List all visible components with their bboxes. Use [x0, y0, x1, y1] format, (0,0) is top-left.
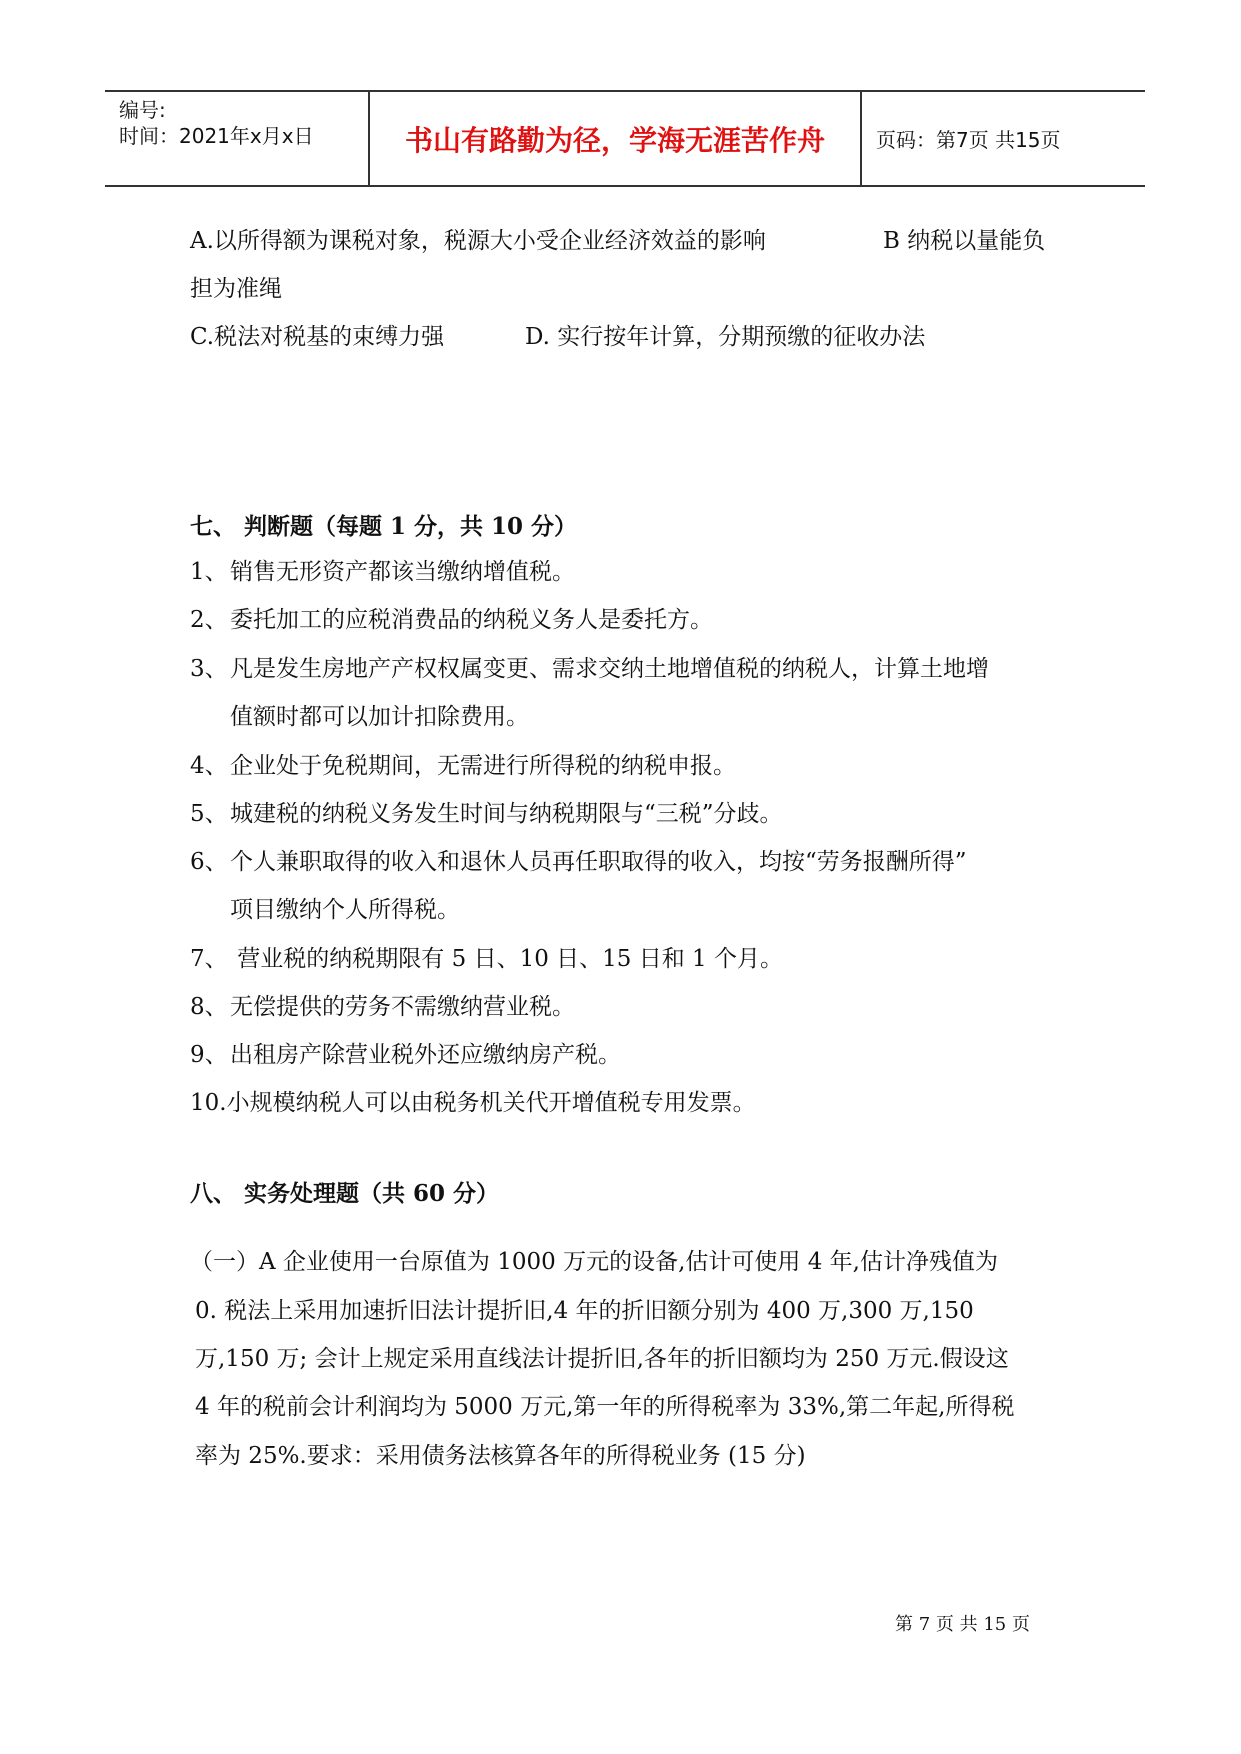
- list-item: 4、 企业处于免税期间，无需进行所得税的纳税申报。: [190, 753, 736, 779]
- list-item: 10.小规模纳税人可以由税务机关代开增值税专用发票。: [190, 1090, 756, 1116]
- paragraph-line: 4 年的税前会计利润均为 5000 万元,第一年的所得税率为 33%,第二年起,所得税: [195, 1394, 1015, 1420]
- paragraph-line: 率为 25%.要求：采用债务法核算各年的所得税业务 (15 分): [195, 1443, 806, 1469]
- page-header: [105, 90, 1145, 187]
- option-b-continued: 担为准绳: [190, 276, 282, 302]
- header-motto: 书山有路勤为径，学海无涯苦作舟: [404, 123, 825, 157]
- document-code-label: 编号:: [119, 98, 166, 122]
- list-item: 3、 凡是发生房地产产权权属变更、需求交纳土地增值税的纳税人，计算土地增: [190, 656, 989, 682]
- paragraph-line: 万,150 万; 会计上规定采用直线法计提折旧,各年的折旧额均为 250 万元.假设这: [195, 1346, 1009, 1372]
- list-item-continuation: 项目缴纳个人所得税。: [230, 897, 460, 923]
- list-item: 6、 个人兼职取得的收入和退休人员再任职取得的收入，均按“劳务报酬所得”: [190, 849, 967, 875]
- list-item: 2、 委托加工的应税消费品的纳税义务人是委托方。: [190, 607, 713, 633]
- section-8-heading: 八、 实务处理题（共 60 分）: [190, 1180, 500, 1207]
- header-page-cell: [862, 92, 1145, 185]
- section-7-heading: 七、 判断题（每题 1 分，共 10 分）: [190, 513, 578, 540]
- header-page-info: 页码：第7页 共15页: [876, 128, 1061, 152]
- option-d: D. 实行按年计算，分期预缴的征收办法: [525, 324, 926, 350]
- header-left-cell: [105, 92, 370, 185]
- list-item: 1、 销售无形资产都该当缴纳增值税。: [190, 559, 575, 585]
- option-b: B 纳税以量能负: [883, 228, 1046, 254]
- header-motto-cell: [370, 92, 862, 185]
- list-item: 8、 无偿提供的劳务不需缴纳营业税。: [190, 994, 575, 1020]
- list-item: 7、 营业税的纳税期限有 5 日、10 日、15 日和 1 个月。: [190, 946, 783, 972]
- paragraph-line: 0. 税法上采用加速折旧法计提折旧,4 年的折旧额分别为 400 万,300 万,150: [195, 1298, 974, 1324]
- list-item-continuation: 值额时都可以加计扣除费用。: [230, 704, 529, 730]
- page-footer: 第 7 页 共 15 页: [895, 1614, 1030, 1635]
- list-item: 5、 城建税的纳税义务发生时间与纳税期限与“三税”分歧。: [190, 801, 783, 827]
- list-item: 9、 出租房产除营业税外还应缴纳房产税。: [190, 1042, 621, 1068]
- option-a: A.以所得额为课税对象，税源大小受企业经济效益的影响: [190, 228, 766, 254]
- option-c: C.税法对税基的束缚力强: [190, 324, 445, 350]
- paragraph-line: （一）A 企业使用一台原值为 1000 万元的设备,估计可使用 4 年,估计净残值为: [190, 1249, 998, 1275]
- document-date: 时间：2021年x月x日: [119, 124, 314, 148]
